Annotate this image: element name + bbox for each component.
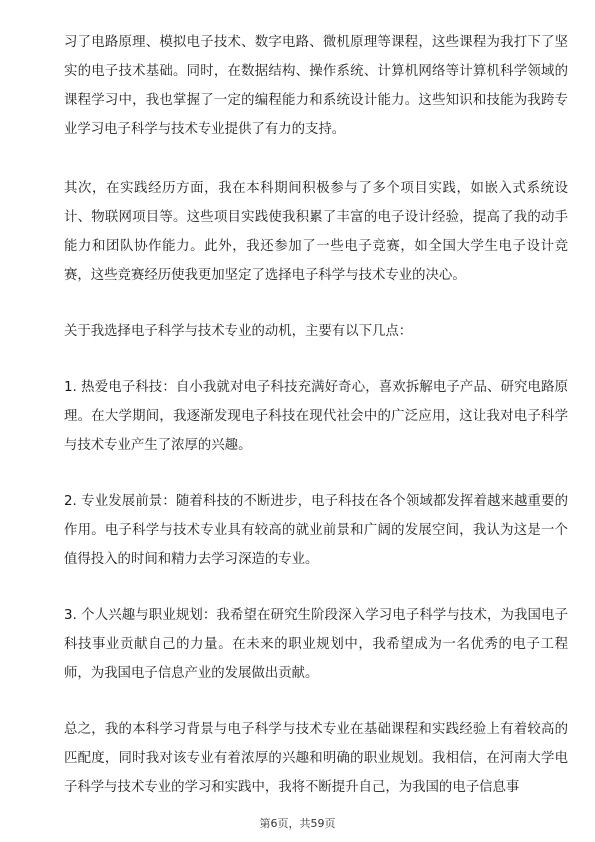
- paragraph-conclusion: 总之，我的本科学习背景与电子科学与技术专业在基础课程和实践经验上有着较高的匹配度，同时我对该专业有着浓厚的兴趣和明确的职业规划。我相信，在河南大学电子科学与技术专业的学习和实践中，我将不断提升自己，为我国的电子信息事: [64, 722, 568, 795]
- paragraph-coursework: 习了电路原理、模拟电子技术、数字电路、微机原理等课程，这些课程为我打下了坚实的电子技术基础。同时，在数据结构、操作系统、计算机网络等计算机科学领域的课程学习中，我也掌握了一定的编程能力和系统设计能力。这些知识和技能为我跨专业学习电子科学与技术专业提供了有力的支持。: [64, 35, 568, 137]
- paragraph-motivation-3: 3. 个人兴趣与职业规划：我希望在研究生阶段深入学习电子科学与技术，为我国电子科技事业贡献自己的力量。在未来的职业规划中，我希望成为一名优秀的电子工程师，为我国电子信息产业的发展做出贡献。: [64, 608, 568, 681]
- paragraph-motivation-2: 2. 专业发展前景：随着科技的不断进步，电子科技在各个领域都发挥着越来越重要的作用。电子科学与技术专业具有较高的就业前景和广阔的发展空间，我认为这是一个值得投入的时间和精力去学习深造的专业。: [64, 494, 568, 567]
- paragraph-practice: 其次，在实践经历方面，我在本科期间积极参与了多个项目实践，如嵌入式系统设计、物联网项目等。这些项目实践使我积累了丰富的电子设计经验，提高了我的动手能力和团队协作能力。此外，我还参加了一些电子竞赛，如全国大学生电子设计竞赛，这些竞赛经历使我更加坚定了选择电子科学与技术专业的决心。: [64, 181, 568, 283]
- paragraph-motivation-1: 1. 热爱电子科技：自小我就对电子科技充满好奇心，喜欢拆解电子产品、研究电路原理。在大学期间，我逐渐发现电子科技在现代社会中的广泛应用，这让我对电子科学与技术专业产生了浓厚的兴趣。: [64, 380, 568, 453]
- paragraph-motivation-intro: 关于我选择电子科学与技术专业的动机，主要有以下几点：: [64, 324, 413, 339]
- document-body: [64, 28, 568, 802]
- page-number: 第6页，共59页: [259, 817, 336, 830]
